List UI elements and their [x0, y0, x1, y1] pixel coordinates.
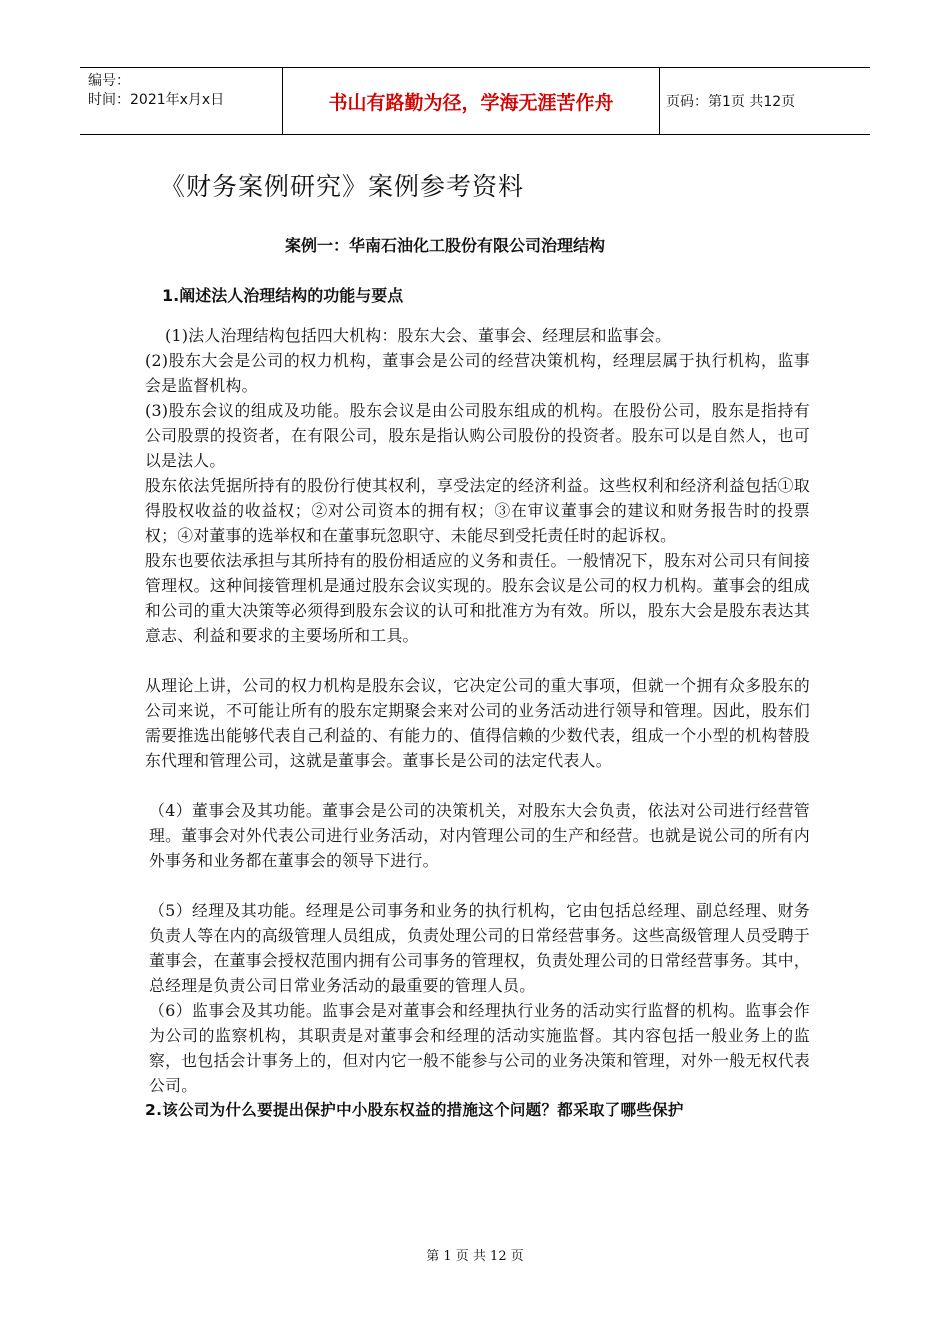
spacer	[145, 873, 810, 898]
paragraph-5: 股东也要依法承担与其所持有的股份相适应的义务和责任。一般情况下，股东对公司只有间接管理权。这种间接管理机是通过股东会议实现的。股东会议是公司的权力机构。董事会的组成和公司的重大决策等必须得到股东会议的认可和批准方为有效。所以，股东大会是股东表达其意志、利益和要求的主要场所和工具。	[145, 551, 810, 645]
document-body	[145, 323, 810, 1123]
header-meta-cell	[80, 68, 282, 134]
page-info: 页码：第1页 共12页	[666, 94, 796, 110]
paragraph-3: (3)股东会议的组成及功能。股东会议是由公司股东组成的机构。在股份公司，股东是指持有公司股票的投资者，在有限公司，股东是指认购公司股份的投资者。股东可以是自然人，也可以是法人。	[145, 401, 810, 470]
question-2: 2.该公司为什么要提出保护中小股东权益的措施这个问题？都采取了哪些保护	[145, 1101, 684, 1119]
spacer	[145, 648, 810, 673]
paragraph-9: （6）监事会及其功能。监事会是对董事会和经理执行业务的活动实行监督的机构。监事会作为公司的监察机构，其职责是对董事会和经理的活动实施监督。其内容包括一般业务上的监察，也包括会计事务上的，但对内它一般不能参与公司的业务决策和管理，对外一般无权代表公司。	[149, 1001, 810, 1095]
paragraph-6: 从理论上讲，公司的权力机构是股东会议，它决定公司的重大事项，但就一个拥有众多股东的公司来说，不可能让所有的股东定期聚会来对公司的业务活动进行领导和管理。因此，股东们需要推选出能够代表自己利益的、有能力的、值得信赖的少数代表，组成一个小型的机构替股东代理和管理公司，这就是董事会。董事长是公司的法定代表人。	[145, 676, 810, 770]
paragraph-7: （4）董事会及其功能。董事会是公司的决策机关，对股东大会负责，依法对公司进行经营管理。董事会对外代表公司进行业务活动，对内管理公司的生产和经营。也就是说公司的所有内外事务和业务都在董事会的领导下进行。	[149, 801, 810, 870]
date-text: 时间：2021年x月x日	[88, 92, 225, 108]
section-1-title: 1.阐述法人治理结构的功能与要点	[162, 286, 404, 305]
header-motto-cell	[282, 68, 660, 134]
paragraph-1: (1)法人治理结构包括四大机构：股东大会、董事会、经理层和监事会。	[165, 326, 672, 345]
paragraph-2: (2)股东大会是公司的权力机构，董事会是公司的经营决策机构，经理层属于执行机构，监事会是监督机构。	[145, 351, 810, 395]
number-label: 编号：	[88, 73, 130, 89]
page-footer: 第 1 页 共 12 页	[426, 1249, 524, 1264]
case-title: 案例一：华南石油化工股份有限公司治理结构	[285, 236, 606, 255]
page-header	[80, 67, 870, 135]
paragraph-4: 股东依法凭据所持有的股份行使其权利，享受法定的经济利益。这些权利和经济利益包括①取得股权收益的收益权；②对公司资本的拥有权；③在审议董事会的建议和财务报告时的投票权；④对董事的选举权和在董事玩忽职守、未能尽到受托责任时的起诉权。	[145, 476, 810, 545]
paragraph-8: （5）经理及其功能。经理是公司事务和业务的执行机构，它由包括总经理、副总经理、财务负责人等在内的高级管理人员组成，负责处理公司的日常经营事务。这些高级管理人员受聘于董事会，在董事会授权范围内拥有公司事务的管理权，负责处理公司的日常经营事务。其中，总经理是负责公司日常业务活动的最重要的管理人员。	[149, 901, 810, 995]
document-title: 《财务案例研究》案例参考资料	[160, 172, 525, 201]
motto-text: 书山有路勤为径，学海无涯苦作舟	[328, 91, 614, 114]
spacer	[145, 773, 810, 798]
header-page-cell	[660, 68, 870, 134]
